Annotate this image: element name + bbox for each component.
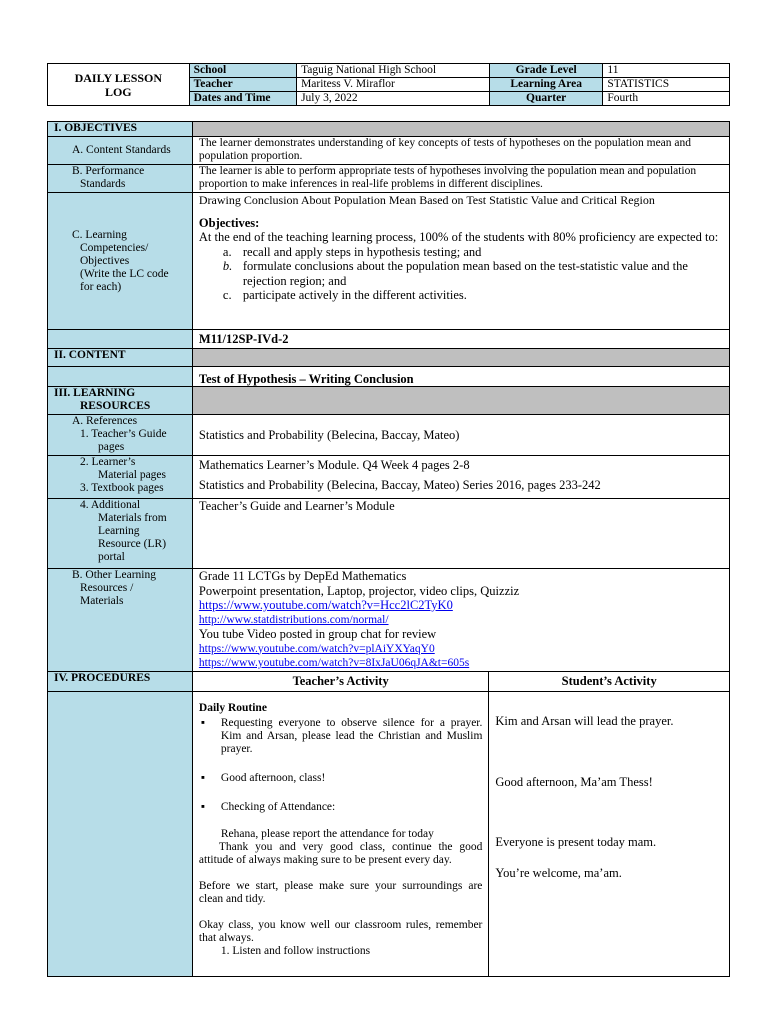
other-label-2: Resources / — [80, 582, 134, 594]
school-value: Taguig National High School — [297, 64, 490, 78]
additional-materials: Teacher’s Guide and Learner’s Module — [192, 499, 729, 569]
student-activity-cell — [489, 692, 730, 977]
content-heading: II. CONTENT — [48, 349, 193, 367]
teacher-activity-header: Teacher’s Activity — [192, 672, 489, 692]
content-standards: The learner demonstrates understanding of key concepts of tests of hypotheses on the population mean and population proportion. — [192, 137, 729, 165]
procedures-heading: IV. PROCEDURES — [48, 672, 193, 692]
textbook-label: 3. Textbook pages — [80, 482, 164, 494]
tg-label-1: 1. Teacher’s Guide — [80, 428, 167, 440]
competencies-cell — [192, 193, 729, 330]
other-line-2: Powerpoint presentation, Laptop, projector, video clips, Quizziz — [198, 583, 520, 598]
additional-label-2: Materials from — [98, 512, 167, 524]
additional-label-4: Resource (LR) — [98, 538, 167, 550]
resources-heading-2: RESOURCES — [80, 400, 151, 412]
additional-label-3: Learning — [98, 525, 140, 537]
objective-item: a. recall and apply steps in hypothesis testing; and — [222, 244, 482, 259]
lc-label-2: Competencies/ — [80, 241, 149, 254]
student-response-2: Good afternoon, Ma’am Thess! — [495, 774, 653, 789]
lc-label-3: Objectives — [80, 254, 130, 267]
learners-material: Mathematics Learner’s Module. Q4 Week 4 pages 2-8 — [198, 458, 470, 472]
attendance-request: Rehana, please report the attendance for today — [220, 828, 434, 840]
quarter-value: Fourth — [603, 92, 730, 106]
objective-item: b. formulate conclusions about the population mean based on the test-statistic value and the rejection region; and — [222, 259, 688, 288]
lc-label-5: for each) — [80, 280, 122, 293]
lc-label-1: C. Learning — [72, 228, 127, 241]
lm-label-2: Material pages — [98, 469, 167, 481]
lc-label-4: (Write the LC code — [80, 267, 169, 280]
objectives-intro: At the end of the teaching learning process, 100% of the students with 80% proficiency are expected to: — [198, 230, 719, 244]
routine-prayer: Requesting everyone to observe silence for a prayer. Kim and Arsan, please lead the Christian and Muslim prayer. — [220, 717, 483, 755]
performance-standards: The learner is able to perform appropriate tests of hypotheses involving the population mean and population proportion to make inferences in real-life problems in different disciplines. — [192, 165, 729, 193]
other-label-1: B. Other Learning — [72, 569, 156, 581]
teacher-label: Teacher — [189, 78, 296, 92]
grade-label: Grade Level — [489, 64, 602, 78]
lesson-table — [47, 121, 730, 977]
quarter-label: Quarter — [489, 92, 602, 106]
statdistributions-link[interactable]: http://www.statdistributions.com/normal/ — [198, 613, 389, 626]
content-standards-label: A. Content Standards — [72, 144, 171, 156]
header-table — [47, 63, 730, 106]
student-response-1: Kim and Arsan will lead the prayer. — [495, 714, 674, 728]
youtube-link-2[interactable]: https://www.youtube.com/watch?v=plAiYXYaqY0 — [198, 642, 435, 655]
additional-label-1: 4. Additional — [80, 499, 141, 511]
textbook-pages: Statistics and Probability (Belecina, Baccay, Mateo) Series 2016, pages 233-242 — [198, 477, 601, 492]
rule-1: 1. Listen and follow instructions — [220, 945, 371, 957]
resources-heading-1: III. LEARNING — [54, 387, 136, 399]
student-response-3: Everyone is present today mam. — [495, 835, 657, 849]
dates-label: Dates and Time — [189, 92, 296, 106]
classroom-rules-note: Okay class, you know well our classroom rules, remember that always. — [198, 919, 483, 944]
other-line-1: Grade 11 LCTGs by DepEd Mathematics — [198, 569, 407, 583]
youtube-link-3[interactable]: https://www.youtube.com/watch?v=8IxJaU06qJA&t=605s — [198, 657, 470, 669]
lm-label-1: 2. Learner’s — [80, 456, 136, 468]
performance-label-2: Standards — [80, 178, 126, 190]
lc-code: M11/12SP-IVd-2 — [192, 330, 729, 349]
competency-title: Drawing Conclusion About Population Mean Based on Test Statistic Value and Critical Region — [198, 193, 655, 207]
attendance-thanks: Thank you and very good class, continue the good attitude of always making sure to be present every day. — [198, 841, 483, 866]
routine-attendance: Checking of Attendance: — [220, 801, 336, 813]
other-label-3: Materials — [80, 595, 124, 607]
additional-label-5: portal — [98, 551, 125, 563]
teacher-value: Maritess V. Miraflor — [297, 78, 490, 92]
references-label: A. References — [72, 415, 138, 427]
student-activity-header: Student’s Activity — [489, 672, 730, 692]
surroundings-note: Before we start, please make sure your surroundings are clean and tidy. — [198, 880, 483, 905]
youtube-link-1[interactable]: https://www.youtube.com/watch?v=Hcc2lC2TyK0 — [198, 598, 453, 612]
student-response-4: You’re welcome, ma’am. — [495, 865, 622, 880]
daily-routine-heading: Daily Routine — [198, 702, 267, 714]
dates-value: July 3, 2022 — [297, 92, 490, 106]
tg-label-2: pages — [98, 441, 125, 453]
school-label: School — [189, 64, 296, 78]
grade-value: 11 — [603, 64, 730, 78]
log-title: DAILY LESSON LOG — [48, 64, 190, 106]
objective-item: c. participate actively in the different activities. — [222, 288, 467, 302]
objectives-subheading: Objectives: — [198, 215, 260, 230]
performance-label-1: B. Performance — [72, 165, 145, 177]
objectives-heading: I. OBJECTIVES — [48, 122, 193, 137]
area-label: Learning Area — [489, 78, 602, 92]
content-topic: Test of Hypothesis – Writing Conclusion — [192, 367, 729, 387]
teachers-guide: Statistics and Probability (Belecina, Baccay, Mateo) — [192, 415, 729, 456]
teacher-activity-cell: Daily Routine ▪ Requesting everyone to observe silence for a prayer. Kim and Arsan, please lead the Christian and Muslim prayer. ▪ Good afternoon, class! ▪ Checking of Attendance: Rehana, please report the attendance for today Thank you and very good class, continue the good attitude of always making sure to be present every day. Before we start, please make sure your surroundings are clean and tidy. Okay class, you know well our classroom rules, remember that always. 1. Listen and follow instructions — [192, 692, 489, 977]
objectives-list — [199, 245, 723, 303]
other-line-3: You tube Video posted in group chat for review — [198, 627, 437, 641]
routine-greeting: Good afternoon, class! — [220, 772, 326, 784]
area-value: STATISTICS — [603, 78, 730, 92]
